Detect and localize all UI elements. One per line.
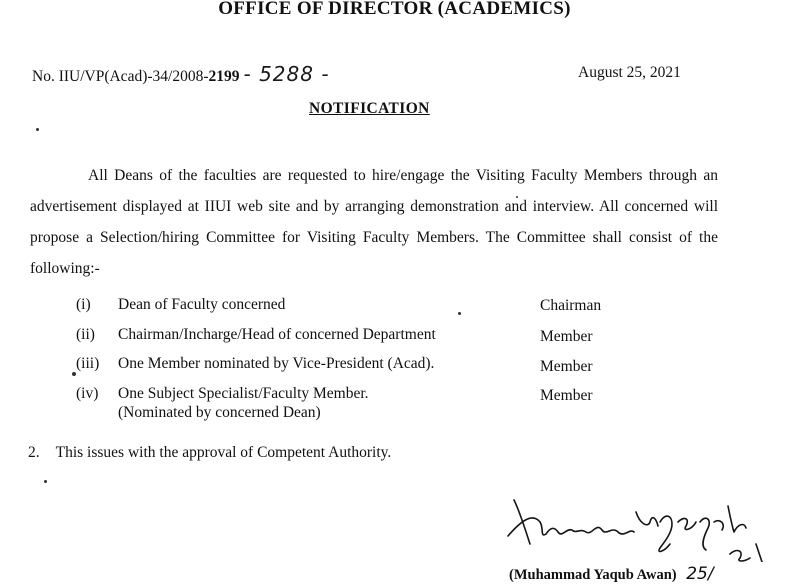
signature-handwritten-date: 25/ xyxy=(686,564,714,584)
reference-prefix: No. IIU/VP(Acad)-34/2008- xyxy=(32,68,209,85)
committee-item-text: One Member nominated by Vice-President (Acad). xyxy=(118,355,435,372)
body-paragraph-2 xyxy=(28,444,391,462)
committee-item-number: (iii) xyxy=(76,355,100,372)
reference-handwritten-number: - 5288 - xyxy=(243,62,330,86)
signatory-name-text: (Muhammad Yaqub Awan) xyxy=(509,567,677,583)
office-title: OFFICE OF DIRECTOR (ACADEMICS) xyxy=(218,0,571,19)
committee-item-number: (iv) xyxy=(76,385,99,402)
committee-item-role: Member xyxy=(540,328,593,345)
scan-speck xyxy=(36,128,39,131)
handwritten-signature xyxy=(500,492,770,562)
signatory-name xyxy=(509,564,714,584)
committee-item-role: Member xyxy=(540,358,593,375)
paragraph-2-text: This issues with the approval of Competent Authority. xyxy=(55,444,392,461)
document-date: August 25, 2021 xyxy=(578,64,681,81)
committee-item-text: Dean of Faculty concerned xyxy=(118,296,286,313)
committee-item-number: (i) xyxy=(76,296,91,313)
committee-item-number: (ii) xyxy=(76,326,95,343)
committee-item-role: Chairman xyxy=(540,297,602,314)
paragraph-number: 2. xyxy=(28,444,40,461)
scan-speck xyxy=(516,196,518,198)
scan-speck xyxy=(458,312,461,315)
reference-bold-number: 2199 xyxy=(208,68,240,85)
reference-number xyxy=(32,62,330,86)
committee-item-subtext: (Nominated by concerned Dean) xyxy=(118,404,321,421)
committee-item-text: One Subject Specialist/Faculty Member. xyxy=(118,385,369,402)
committee-item-text: Chairman/Incharge/Head of concerned Department xyxy=(118,326,436,343)
notification-title: NOTIFICATION xyxy=(309,100,430,117)
scan-speck xyxy=(72,372,76,376)
body-paragraph-1: All Deans of the faculties are requested to hire/engage the Visiting Faculty Members through an advertisement displayed at IIUI web site and by arranging demonstration and interview. All concerned will propose a Selection/hiring Committee for Visiting Faculty Members. The Committee shall consist of the following:- xyxy=(30,167,718,277)
committee-item-role: Member xyxy=(540,387,593,404)
scan-speck xyxy=(44,480,47,483)
